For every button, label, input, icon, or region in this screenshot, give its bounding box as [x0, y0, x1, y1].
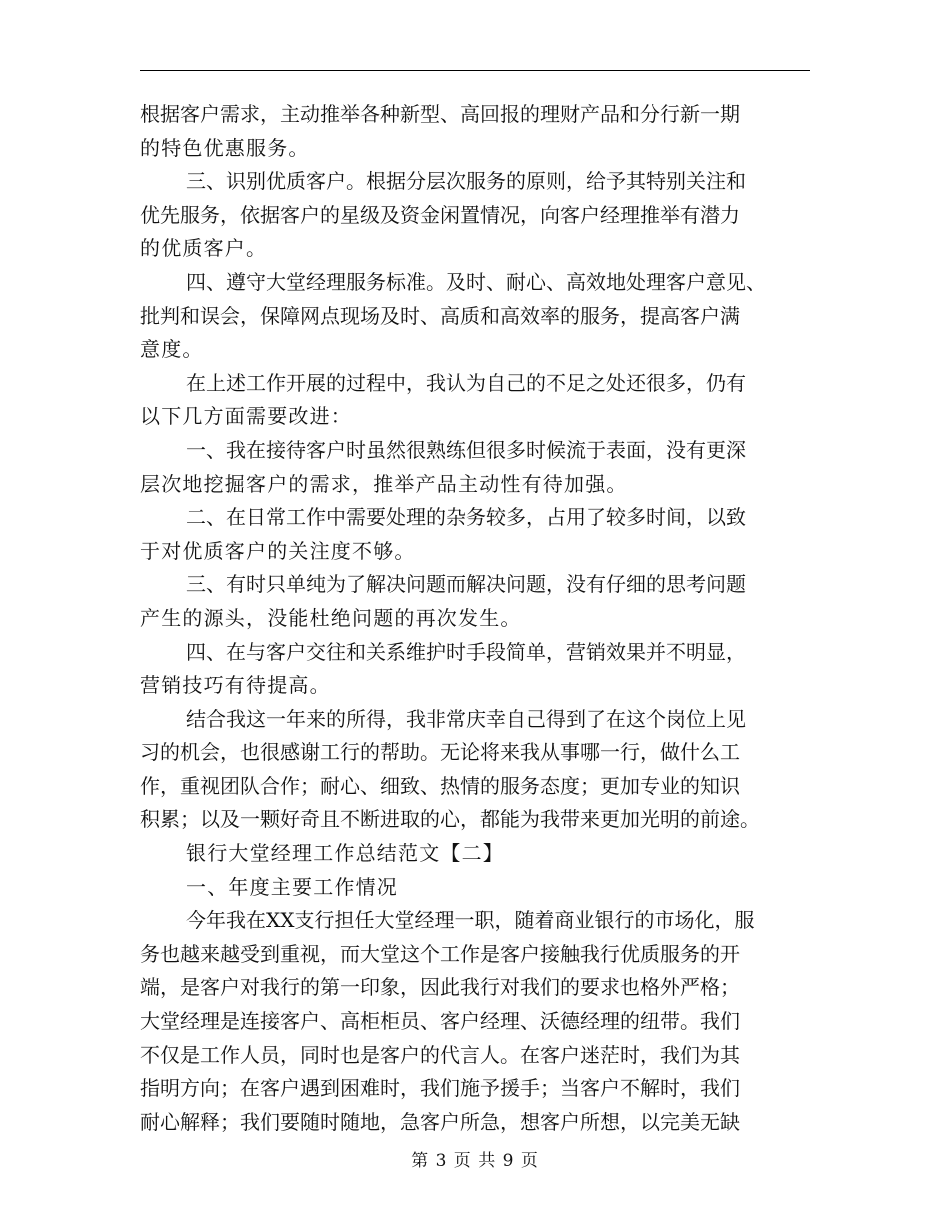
text-line: 意度。 [140, 337, 204, 362]
text-line: 耐心解释；我们要随时随地，急客户所急，想客户所想，以完美无缺 [140, 1109, 740, 1134]
text-line: 端，是客户对我行的第一印象，因此我行对我们的要求也格外严格； [140, 975, 740, 1000]
text-line: 三、识别优质客户。根据分层次服务的原则，给予其特别关注和 [186, 169, 746, 194]
text-line: 习的机会，也很感谢工行的帮助。无论将来我从事哪一行，做什么工 [140, 740, 740, 765]
text-line: 银行大堂经理工作总结范文【二】 [186, 841, 504, 866]
text-line: 积累；以及一颗好奇且不断进取的心，都能为我带来更加光明的前途。 [140, 807, 760, 832]
text-line: 一、我在接待客户时虽然很熟练但很多时候流于表面，没有更深 [186, 437, 746, 462]
text-line: 不仅是工作人员，同时也是客户的代言人。在客户迷茫时，我们为其 [140, 1042, 740, 1067]
text-line: 根据客户需求，主动推举各种新型、高回报的理财产品和分行新一期 [140, 102, 740, 126]
text-line: 的特色优惠服务。 [140, 135, 310, 160]
text-line: 产生的源头，没能杜绝问题的再次发生。 [140, 605, 522, 630]
text-line: 四、在与客户交往和关系维护时手段简单，营销效果并不明显， [186, 639, 746, 664]
text-line: 作，重视团队合作；耐心、细致、热情的服务态度；更加专业的知识 [140, 773, 740, 798]
text-line: 四、遵守大堂经理服务标准。及时、耐心、高效地处理客户意见、 [186, 269, 766, 294]
text-line: 在上述工作开展的过程中，我认为自己的不足之处还很多，仍有 [186, 370, 746, 395]
text-line: 大堂经理是连接客户、高柜柜员、客户经理、沃德经理的纽带。我们 [140, 1009, 740, 1034]
text-line: 以下几方面需要改进： [140, 404, 352, 429]
text-line: 指明方向；在客户遇到困难时，我们施予援手；当客户不解时，我们 [140, 1076, 740, 1101]
text-line: 一、年度主要工作情况 [186, 874, 398, 899]
page-number: 第 3 页 共 9 页 [411, 1151, 539, 1171]
text-line: 层次地挖掘客户的需求，推举产品主动性有待加强。 [140, 471, 628, 496]
text-line: 营销技巧有待提高。 [140, 673, 331, 698]
text-line: 结合我这一年来的所得，我非常庆幸自己得到了在这个岗位上见 [186, 706, 746, 731]
header-rule [140, 70, 810, 71]
text-line: 务也越来越受到重视，而大堂这个工作是客户接触我行优质服务的开 [140, 941, 740, 966]
text-line: 优先服务，依据客户的星级及资金闲置情况，向客户经理推举有潜力 [140, 202, 740, 227]
text-line: 三、有时只单纯为了解决问题而解决问题，没有仔细的思考问题 [186, 572, 746, 597]
text-line: 批判和误会，保障网点现场及时、高质和高效率的服务，提高客户满 [140, 303, 740, 328]
text-line: 的优质客户。 [140, 236, 268, 261]
text-line: 二、在日常工作中需要处理的杂务较多，占用了较多时间，以致 [186, 505, 746, 530]
text-line: 于对优质客户的关注度不够。 [140, 538, 416, 563]
document-body [140, 98, 810, 1139]
text-line: 今年我在XX支行担任大堂经理一职，随着商业银行的市场化，服 [186, 908, 755, 933]
